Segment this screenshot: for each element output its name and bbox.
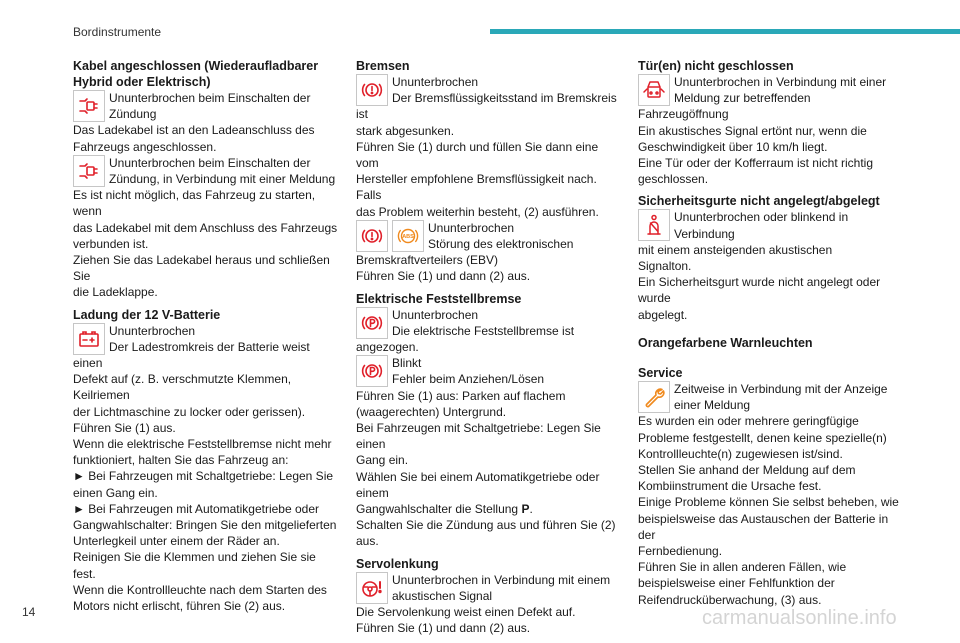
door-open-icon [638,74,670,106]
orange-warning-heading: Orangefarbene Warnleuchten [638,335,813,350]
warning-item: Ununterbrochen beim Einschalten der Zündung [73,90,338,122]
warning-item: Ununterbrochen Die elektrische Feststellbremse ist [356,307,621,339]
header-accent-bar [490,29,960,34]
watermark: carmanualsonline.info [702,607,897,629]
warning-item: Ununterbrochen Der Bremsflüssigkeitsstand im Bremskreis ist [356,75,617,122]
power-steering-icon [356,572,388,604]
wrench-icon [638,381,670,413]
section-title: Ladung der 12 V-Batterie [73,307,221,322]
warning-item: Zeitweise in Verbindung mit der Anzeige einer Meldung [638,381,903,413]
section-parking-brake: Elektrische Feststellbremse Ununterbrochen Die elektrische Feststellbremse ist angezogen. Blinkt Fehler beim Anziehen/Lösen Führen Sie (1) aus: Parken auf flachem (waagerechten) Untergrund. Bei Fahrzeugen mit Schaltgetriebe: Legen Sie einen Gang ein. Wählen Sie bei einem Automatikgetriebe oder einem Gangwahlschalter die Stellung P. Schalten Sie die Zündung aus und führen Sie (2) aus. [356,291,621,550]
section-doors: Tür(en) nicht geschlossen Ununterbrochen in Verbindung mit einer Meldung zur betreffenden Fahrzeugöffnung Ein akustisches Signal ertönt nur, wenn die Geschwindigkeit über 10 km/h liegt. Eine Tür oder der Kofferraum ist nicht richtig geschlossen. [638,58,903,187]
section-power-steering: Servolenkung Ununterbrochen in Verbindung mit einem akustischen Signal Die Servolenkung weist einen Defekt auf. Führen Sie (1) und dann (2) aus. [356,556,621,637]
column-3 [638,58,903,614]
section-brakes: Bremsen Ununterbrochen Der Bremsflüssigkeitsstand im Bremskreis ist stark abgesunken. Führen Sie (1) durch und füllen Sie dann eine vom Hersteller empfohlene Bremsflüssigkeit nach. Falls das Problem weiterhin besteht, (2) ausführen. ABS Ununterbrochen Störung des elektronischen Bremskraftverteilers (EBV) Führen Sie (1) und dann (2) aus. [356,58,621,285]
svg-text:ABS: ABS [402,233,414,240]
warning-item: Blinkt Fehler beim Anziehen/Lösen [356,355,621,387]
header-title: Bordinstrumente [73,25,162,39]
section-title: Tür(en) nicht geschlossen [638,59,794,73]
section-title: Sicherheitsgurte nicht angelegt/abgelegt [638,194,880,209]
column-1 [73,58,338,620]
section-title: Elektrische Feststellbremse [356,291,522,306]
section-title: Service [638,366,683,381]
column-2 [356,58,621,643]
parking-brake-icon [356,307,388,339]
brake-warning-icon [356,74,388,106]
warning-item: Ununterbrochen in Verbindung mit einem akustischen Signal [356,572,621,604]
section-title: Bremsen [356,59,410,73]
page-number: 14 [22,605,36,619]
charging-plug-icon [73,90,105,122]
section-service: Service Zeitweise in Verbindung mit der Anzeige einer Meldung Es wurden ein oder mehrere geringfügige Probleme festgestellt, denen keine spezielle(n) Kontrollleuchte(n) zugewiesen ist/sind. Stellen Sie anhand der Meldung auf dem Kombiinstrument die Ursache fest. Einige Probleme können Sie selbst beheben, wie beispielsweise das Austauschen der Batterie in der Fernbedienung. Führen Sie in allen anderen Fällen, wie beispielsweise einer Fehlfunktion der Reifendrucküberwachung, (3) aus. [638,365,903,608]
section-title: Kabel angeschlossen (Wiederaufladbarer Hybrid oder Elektrisch) [73,59,319,89]
section-charging-cable: Kabel angeschlossen (Wiederaufladbarer Hybrid oder Elektrisch) Ununterbrochen beim Einschalten der Zündung Das Ladekabel ist an den Ladeanschluss des Fahrzeugs angeschlossen. Ununterbrochen beim Einschalten der Zündung, in Verbindung mit einer Meldung Es ist nicht möglich, das Fahrzeug zu starten, wenn das Ladekabel mit dem Anschluss des Fahrzeugs verbunden ist. Ziehen Sie das Ladekabel heraus und schließen Sie die Ladeklappe. [73,59,338,300]
battery-icon [73,323,105,355]
charging-plug-icon [73,155,105,187]
gear-position: P [521,502,530,517]
section-battery: Ladung der 12 V-Batterie Ununterbrochen Der Ladestromkreis der Batterie weist einen Defekt auf (z. B. verschmutzte Klemmen, Keilriemen der Lichtmaschine zu locker oder gerissen). Führen Sie (1) aus. Wenn die elektrische Feststellbremse nicht mehr funktioniert, halten Sie das Fahrzeug an: ► Bei Fahrzeugen mit Schaltgetriebe: Legen Sie einen Gang ein. ► Bei Fahrzeugen mit Automatikgetriebe oder Gangwahlschalter: Bringen Sie den mitgelieferten Unterlegkeil unter einem der Räder an. Reinigen Sie die Klemmen und ziehen Sie sie fest. Wenn die Kontrollleuchte nach dem Starten des Motors nicht erlischt, führen Sie (2) aus. [73,307,337,614]
section-title: Servolenkung [356,556,439,571]
warning-item: Ununterbrochen oder blinkend in Verbindung mit einem ansteigenden akustischen [638,210,849,257]
brake-warning-icon [356,220,388,252]
abs-icon [392,220,424,252]
warning-item: Ununterbrochen in Verbindung mit einer Meldung zur betreffenden Fahrzeugöffnung [638,75,887,122]
warning-item: Ununterbrochen beim Einschalten der Zündung, in Verbindung mit einer Meldung [73,155,338,187]
section-seatbelt: Sicherheitsgurte nicht angelegt/abgelegt Ununterbrochen oder blinkend in Verbindung mit einem ansteigenden akustischen Signalton. Ein Sicherheitsgurt wurde nicht angelegt oder wurde abgelegt. [638,193,903,322]
seatbelt-icon [638,209,670,241]
warning-item: ABS Ununterbrochen Störung des elektronischen [356,220,621,252]
warning-item: Ununterbrochen Der Ladestromkreis der Batterie weist einen [73,323,310,371]
parking-brake-icon [356,355,388,387]
